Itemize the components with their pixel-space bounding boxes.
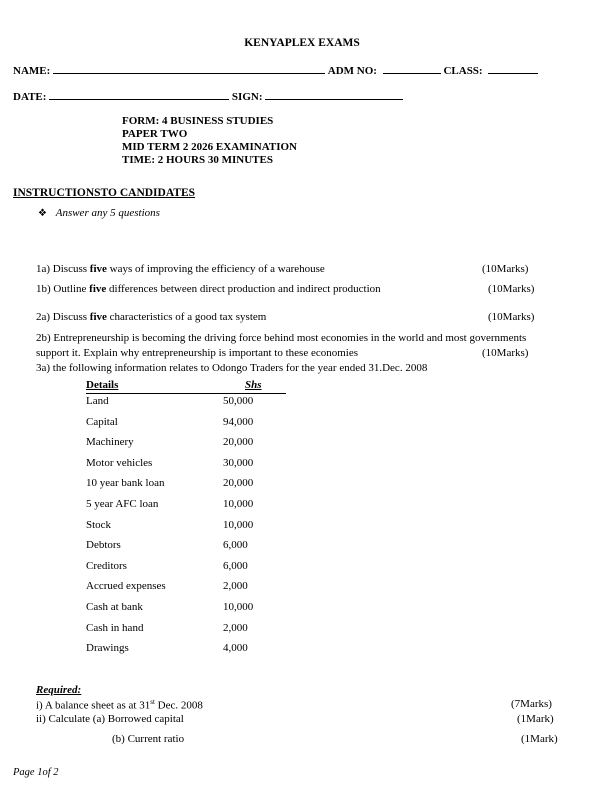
date-row (13, 89, 403, 103)
table-header-details: Details (86, 379, 119, 391)
table-cell-amount: 10,000 (223, 518, 254, 531)
sign-field[interactable] (265, 89, 403, 100)
table-cell-item: Stock (86, 518, 112, 531)
question-1a-bold: five (89, 263, 107, 275)
exam-info-term: MID TERM 2 2026 EXAMINATION (122, 141, 297, 153)
page-number: Page 1of 2 (13, 767, 59, 778)
question-1a (36, 263, 325, 275)
instruction-item (38, 207, 160, 219)
question-1a-post: ways of improving the efficiency of a warehouse (106, 263, 325, 275)
instructions-heading: INSTRUCTIONSTO CANDIDATES (13, 187, 196, 199)
table-row (86, 539, 286, 560)
table-cell-amount: 20,000 (223, 436, 254, 449)
class-field[interactable] (488, 63, 538, 74)
table-cell-item: Accrued expenses (86, 580, 166, 593)
table-row (86, 601, 286, 622)
exam-info-time: TIME: 2 HOURS 30 MINUTES (122, 154, 273, 166)
table-row (86, 477, 286, 498)
required-item-ii: ii) Calculate (a) Borrowed capital (36, 713, 184, 725)
name-row (13, 63, 538, 77)
instruction-text: Answer any 5 questions (55, 207, 160, 219)
table-row (86, 560, 286, 581)
required-heading: Required: (36, 684, 82, 696)
question-2b-marks: (10Marks) (482, 347, 529, 359)
name-field[interactable] (53, 63, 325, 74)
table-cell-amount: 10,000 (223, 498, 254, 510)
table-cell-amount: 10,000 (223, 601, 254, 613)
table-row (86, 642, 286, 663)
question-1a-pre: 1a) Discuss (36, 263, 90, 275)
table-row (86, 498, 286, 519)
date-label: DATE: (13, 91, 47, 103)
table-cell-item: Cash in hand (86, 621, 144, 634)
name-label: NAME: (13, 65, 51, 77)
date-field[interactable] (49, 89, 229, 100)
exam-info-form: FORM: 4 BUSINESS STUDIES (122, 115, 274, 127)
exam-title: KENYAPLEX EXAMS (244, 37, 360, 49)
question-1b (36, 283, 381, 295)
table-row (86, 580, 286, 601)
table-cell-item: Capital (86, 415, 118, 428)
question-1a-marks: (10Marks) (482, 263, 529, 275)
diamond-bullet-icon: ❖ (38, 208, 47, 219)
table-header (86, 379, 286, 394)
table-row (86, 519, 286, 540)
exam-info-paper: PAPER TWO (122, 128, 188, 140)
question-2a-pre: 2a) Discuss (36, 311, 90, 323)
table-cell-amount: 2,000 (223, 621, 248, 634)
exam-info (122, 115, 297, 167)
table-cell-item: Land (86, 395, 109, 407)
table-cell-item: Motor vehicles (86, 456, 153, 469)
required-item-i-pre: i) A balance sheet as at 31 (36, 699, 151, 712)
required-item-iib-marks: (1Mark) (521, 733, 558, 745)
required-item-i (36, 698, 203, 712)
table-cell-amount: 2,000 (223, 580, 248, 593)
table-cell-amount: 4,000 (223, 642, 248, 655)
required-item-ii-marks: (1Mark) (517, 713, 554, 725)
table-cell-item: Creditors (86, 559, 127, 572)
table-cell-item: Drawings (86, 642, 129, 655)
question-2b-line1: 2b) Entrepreneurship is becoming the driving force behind most economies in the world and most governments (36, 332, 527, 344)
table-row (86, 622, 286, 643)
question-1b-pre: 1b) Outline (36, 283, 90, 295)
question-2a (36, 311, 266, 323)
table-row (86, 416, 286, 437)
adm-label: ADM NO: (327, 65, 377, 77)
table-cell-amount: 94,000 (223, 415, 254, 428)
table-row (86, 436, 286, 457)
class-label: CLASS: (443, 65, 483, 77)
question-1b-marks: (10Marks) (488, 283, 535, 295)
question-2a-post: characteristics of a good tax system (106, 311, 267, 323)
required-item-i-post: Dec. 2008 (154, 699, 203, 712)
sign-label: SIGN: (231, 91, 263, 103)
adm-field[interactable] (383, 63, 441, 74)
table-row (86, 395, 286, 416)
question-1b-post: differences between direct production and indirect production (106, 283, 381, 295)
table-cell-amount: 6,000 (223, 559, 248, 572)
table-cell-item: Debtors (86, 539, 121, 552)
table-cell-amount: 20,000 (223, 477, 254, 490)
table-cell-amount: 50,000 (223, 395, 254, 407)
table-cell-item: Machinery (86, 436, 134, 449)
table-cell-item: Cash at bank (86, 601, 143, 613)
required-item-iib: (b) Current ratio (112, 733, 185, 745)
question-2a-bold: five (89, 311, 107, 323)
question-2b-line2: support it. Explain why entrepreneurship is important to these economies (36, 347, 358, 359)
table-row (86, 457, 286, 478)
table-cell-item: 10 year bank loan (86, 477, 165, 490)
required-item-i-marks: (7Marks) (511, 698, 552, 710)
table-cell-amount: 6,000 (223, 539, 248, 552)
table-cell-item: 5 year AFC loan (86, 498, 159, 510)
question-1b-bold: five (89, 283, 107, 295)
question-2a-marks: (10Marks) (488, 311, 535, 323)
table-cell-amount: 30,000 (223, 456, 254, 469)
question-3a: 3a) the following information relates to Odongo Traders for the year ended 31.Dec. 2008 (36, 362, 428, 374)
required-item-i-sup: st (150, 698, 155, 706)
table-header-shs: Shs (245, 379, 262, 391)
